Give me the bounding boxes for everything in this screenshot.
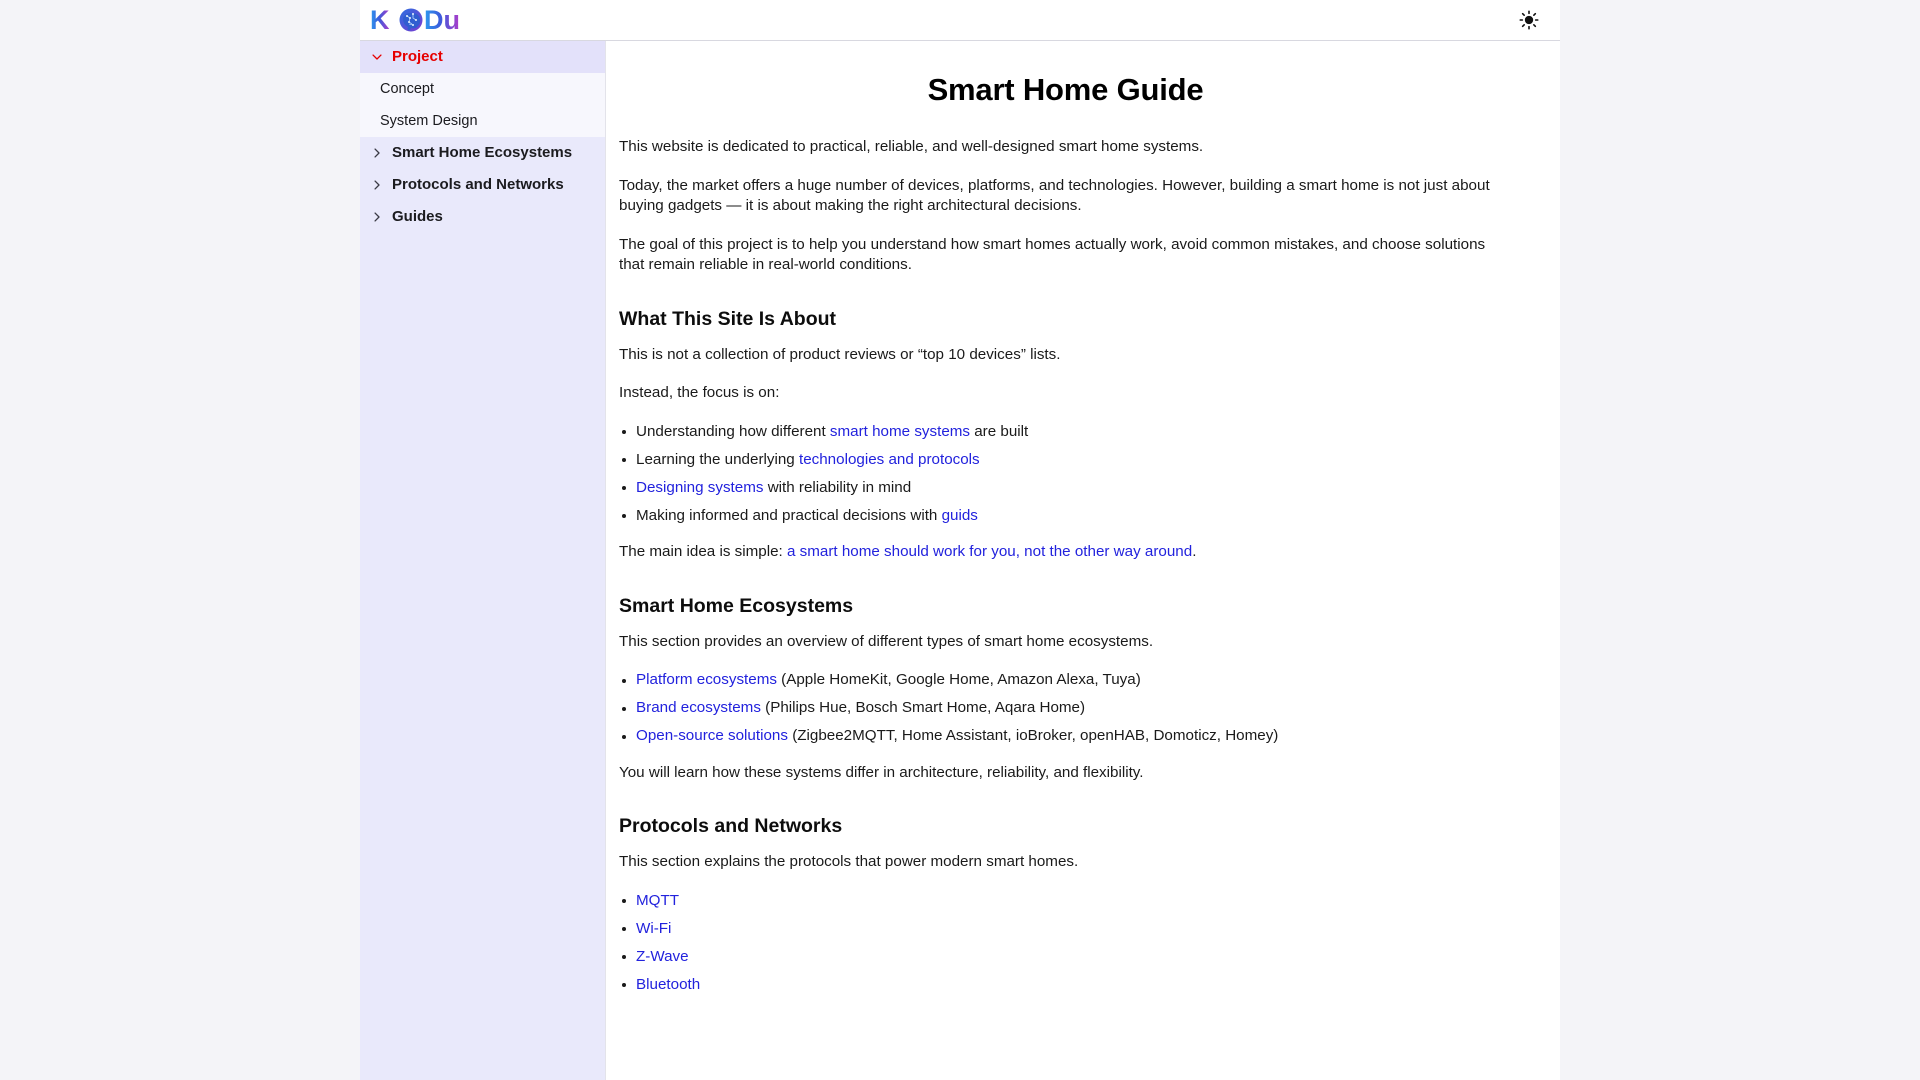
- list-item: [619, 670, 1512, 691]
- sidebar-item-label: Protocols and Networks: [392, 176, 564, 193]
- about-bullet-list: [619, 422, 1512, 527]
- chevron-right-icon: [370, 210, 384, 224]
- link-guids[interactable]: guids: [941, 506, 978, 524]
- sidebar-group-protocols: [360, 169, 605, 201]
- list-item: [619, 726, 1512, 747]
- svg-text:K: K: [370, 5, 390, 35]
- sidebar-list: [360, 41, 605, 233]
- section-heading-ecosystems: Smart Home Ecosystems: [619, 594, 854, 617]
- list-item: [619, 698, 1512, 719]
- about-paragraph-2: Instead, the focus is on:: [619, 384, 780, 401]
- ecosystems-bullet-list: [619, 670, 1512, 747]
- bullet-text-pre: Understanding how different: [636, 422, 830, 440]
- link-open-source-solutions[interactable]: Open-source solutions: [636, 727, 788, 744]
- section-heading-protocols: Protocols and Networks: [619, 815, 843, 837]
- sidebar-item-protocols-and-networks[interactable]: [360, 169, 605, 201]
- closing-text-pre: The main idea is simple:: [619, 543, 787, 560]
- sidebar-item-smart-home-ecosystems[interactable]: [360, 137, 605, 169]
- sidebar-item-label: Smart Home Ecosystems: [392, 144, 573, 161]
- list-item: [619, 919, 1512, 940]
- link-designing-systems[interactable]: Designing systems: [636, 478, 764, 496]
- site-header: [360, 0, 1560, 41]
- list-item: [619, 450, 1512, 471]
- main-content: [605, 41, 1560, 1080]
- page-shell: [360, 0, 1560, 1080]
- sidebar-item-concept[interactable]: Concept: [380, 81, 435, 97]
- intro-paragraph-3: The goal of this project is to help you understand how smart homes actually work, avoid common mistakes, and choose solutions that remain reliable in real-world conditions.: [619, 235, 1486, 273]
- chevron-right-icon: [370, 146, 384, 160]
- ecosystems-paragraph-1: This section provides an overview of different types of smart home ecosystems.: [619, 632, 1154, 650]
- chevron-down-icon: [370, 50, 384, 64]
- protocols-paragraph-1: This section explains the protocols that power modern smart homes.: [619, 853, 1079, 870]
- sidebar-group-project: [360, 41, 605, 137]
- site-logo[interactable]: [368, 0, 474, 40]
- list-item: [619, 975, 1512, 996]
- link-technologies-and-protocols[interactable]: technologies and protocols: [798, 450, 980, 468]
- link-mqtt[interactable]: MQTT: [636, 891, 680, 909]
- link-smart-home-systems[interactable]: smart home systems: [829, 422, 971, 440]
- intro-paragraph-1: This website is dedicated to practical, reliable, and well-designed smart home systems.: [619, 138, 1204, 155]
- theme-toggle-button[interactable]: [1512, 3, 1546, 37]
- kodu-logo-icon: [370, 5, 474, 35]
- sun-icon: [1519, 10, 1539, 30]
- bullet-text-post: (Zigbee2MQTT, Home Assistant, ioBroker, openHAB, Domoticz, Homey): [787, 727, 1279, 744]
- body-split: [360, 41, 1560, 1080]
- sidebar-group-ecosystems: [360, 137, 605, 169]
- sidebar-group-guides: [360, 201, 605, 233]
- sidebar-item-guides[interactable]: [360, 201, 605, 233]
- list-item: [619, 891, 1512, 912]
- about-closing-paragraph: [619, 542, 1512, 563]
- chevron-right-icon: [370, 178, 384, 192]
- list-item: [619, 947, 1512, 968]
- bullet-text-post: with reliability in mind: [763, 478, 912, 496]
- ecosystems-paragraph-2: You will learn how these systems differ in architecture, reliability, and flexibility.: [619, 763, 1144, 781]
- sidebar-item-label: Guides: [392, 208, 443, 225]
- link-zwave[interactable]: Z-Wave: [636, 947, 689, 965]
- protocols-bullet-list: [619, 891, 1512, 996]
- bullet-text-post: (Apple HomeKit, Google Home, Amazon Alexa, Tuya): [776, 671, 1141, 688]
- link-brand-ecosystems[interactable]: Brand ecosystems: [636, 699, 761, 716]
- link-platform-ecosystems[interactable]: Platform ecosystems: [636, 671, 777, 688]
- link-main-idea[interactable]: a smart home should work for you, not the other way around: [786, 543, 1193, 560]
- svg-text:Du: Du: [424, 5, 460, 35]
- sidebar-sublist-project: [360, 73, 605, 137]
- bullet-text-pre: Making informed and practical decisions with: [636, 506, 942, 524]
- bullet-text-post: (Philips Hue, Bosch Smart Home, Aqara Home): [760, 699, 1086, 716]
- bullet-text-pre: Learning the underlying: [636, 450, 799, 468]
- about-paragraph-1: This is not a collection of product reviews or “top 10 devices” lists.: [619, 345, 1061, 363]
- sidebar-item-label: Project: [392, 48, 443, 65]
- list-item: [619, 478, 1512, 499]
- page-title: Smart Home Guide: [927, 72, 1204, 107]
- link-bluetooth[interactable]: Bluetooth: [636, 975, 701, 993]
- link-wifi[interactable]: Wi-Fi: [636, 919, 672, 937]
- section-heading-about: What This Site Is About: [619, 307, 837, 330]
- sidebar-item-project[interactable]: [360, 41, 605, 73]
- intro-paragraph-2: Today, the market offers a huge number of devices, platforms, and technologies. However, building a smart home is not just about buying gadgets — it is about making the right architectural decisions.: [619, 176, 1490, 214]
- sidebar-item-system-design[interactable]: System Design: [380, 113, 478, 129]
- closing-text-post: .: [1192, 543, 1197, 560]
- bullet-text-post: are built: [970, 422, 1029, 440]
- list-item: [619, 422, 1512, 443]
- list-item: [619, 506, 1512, 527]
- sidebar-nav: [360, 41, 605, 1080]
